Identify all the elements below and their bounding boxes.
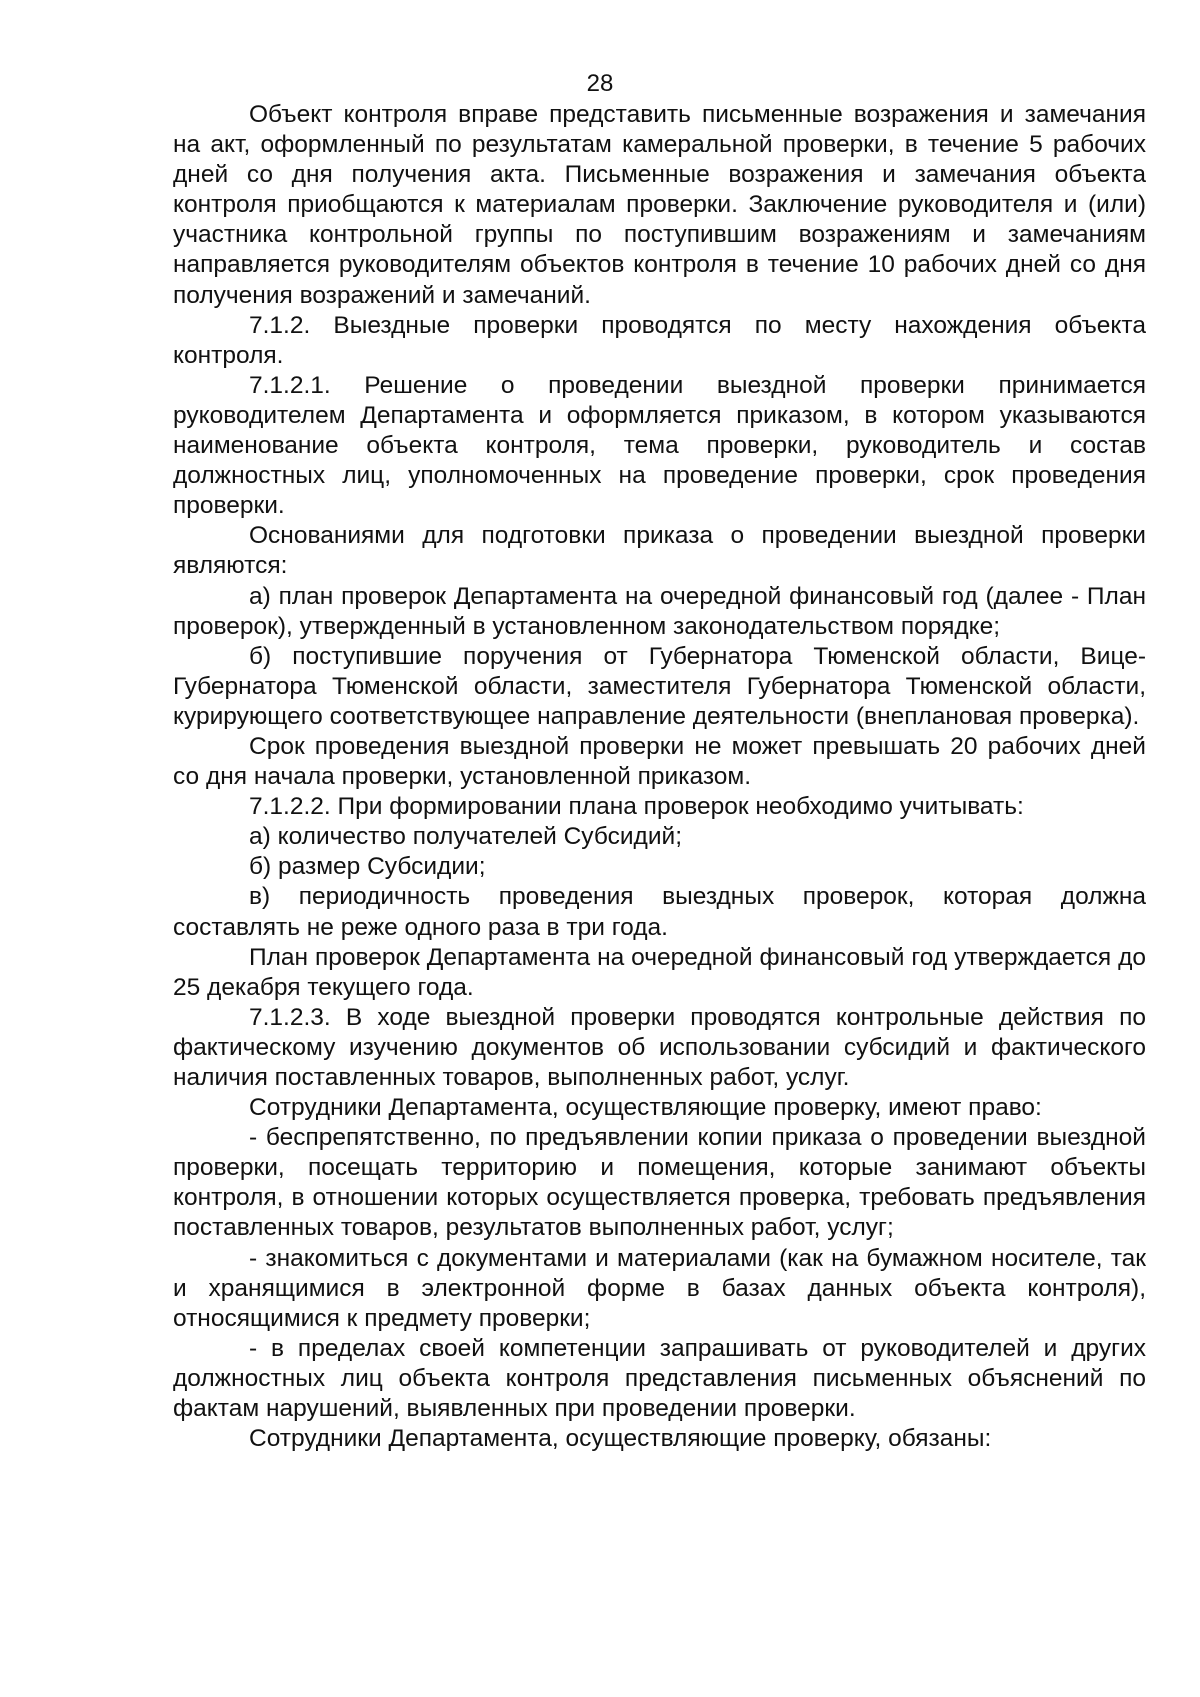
paragraph-duration: Срок проведения выездной проверки не может превышать 20 рабочих дней со дня начала проверки, установленной приказом. (173, 732, 1146, 791)
document-body (173, 100, 1146, 1454)
paragraph-objections: Объект контроля вправе представить письменные возражения и замечания на акт, оформленный по результатам камеральной проверки, в течение 5 рабочих дней со дня получения акта. Письменные возражения и замечания объекта контроля приобщаются к материалам проверки. Заключение руководителя и (или) участника контрольной группы по поступившим возражениям и замечаниям направляется руководителям объектов контроля в течение 10 рабочих дней со дня получения возражений и замечаний. (173, 101, 1146, 309)
paragraph-plan-b: б) размер Субсидии; (249, 853, 486, 881)
page-number: 28 (586, 70, 614, 97)
paragraph-7-1-2-2: 7.1.2.2. При формировании плана проверок необходимо учитывать: (249, 793, 1024, 821)
paragraph-grounds-b: б) поступившие поручения от Губернатора Тюменской области, Вице-Губернатора Тюменской области, заместителя Губернатора Тюменской области, курирующего соответствующее направление деятельности (внеплановая проверка). (173, 642, 1146, 730)
paragraph-7-1-2-3: 7.1.2.3. В ходе выездной проверки проводятся контрольные действия по фактическому изучению документов об использовании субсидий и фактического наличия поставленных товаров, выполненных работ, услуг. (173, 1003, 1146, 1091)
paragraph-grounds: Основаниями для подготовки приказа о проведении выездной проверки являются: (173, 522, 1146, 580)
paragraph-7-1-2-1: 7.1.2.1. Решение о проведении выездной проверки принимается руководителем Департамента и оформляется приказом, в котором указываются наименование объекта контроля, тема проверки, руководитель и состав должностных лиц, уполномоченных на проведение проверки, срок проведения проверки. (173, 371, 1146, 520)
paragraph-right-access: - беспрепятственно, по предъявлении копии приказа о проведении выездной проверки, посещать территорию и помещения, которые занимают объекты контроля, в отношении которых осуществляется проверка, требовать предъявления поставленных товаров, результатов выполненных работ, услуг; (173, 1124, 1146, 1242)
paragraph-grounds-a: а) план проверок Департамента на очередной финансовый год (далее - План проверок), утвержденный в установленном законодательством порядке; (173, 582, 1146, 640)
paragraph-plan-a: а) количество получателей Субсидий; (249, 823, 682, 851)
paragraph-plan-approval: План проверок Департамента на очередной финансовый год утверждается до 25 декабря текущего года. (173, 943, 1146, 1001)
paragraph-rights: Сотрудники Департамента, осуществляющие проверку, имеют право: (249, 1094, 1042, 1122)
paragraph-plan-c: в) периодичность проведения выездных проверок, которая должна составлять не реже одного раза в три года. (173, 883, 1146, 941)
paragraph-right-documents: - знакомиться с документами и материалами (как на бумажном носителе, так и хранящимися в электронной форме в базах данных объекта контроля), относящимися к предмету проверки; (173, 1244, 1146, 1332)
paragraph-right-explanations: - в пределах своей компетенции запрашивать от руководителей и других должностных лиц объекта контроля представления письменных объяснений по фактам нарушений, выявленных при проведении проверки. (173, 1334, 1146, 1423)
paragraph-duties: Сотрудники Департамента, осуществляющие проверку, обязаны: (249, 1425, 992, 1453)
paragraph-7-1-2: 7.1.2. Выездные проверки проводятся по месту нахождения объекта контроля. (173, 311, 1146, 369)
